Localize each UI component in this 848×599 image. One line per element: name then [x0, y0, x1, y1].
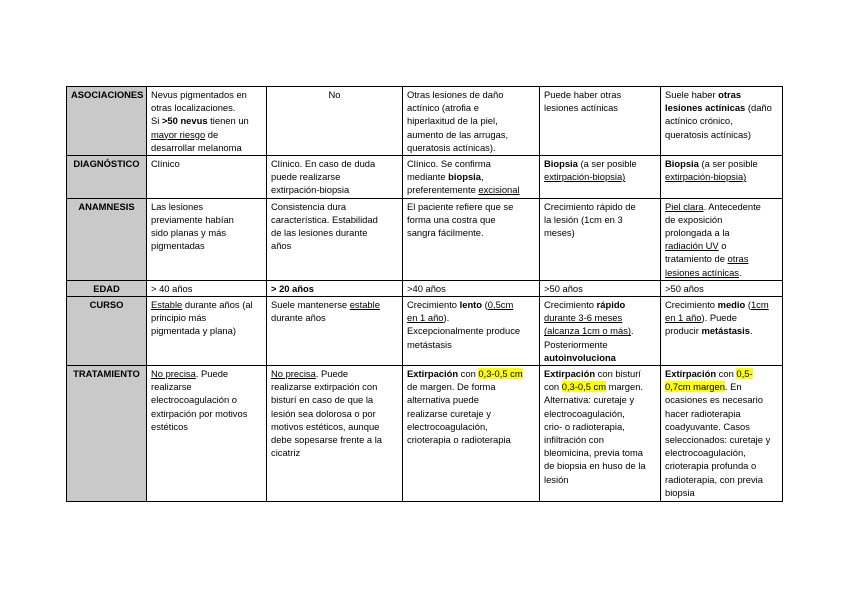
cell-text: otras [718, 89, 742, 100]
cell-text: cicatriz [271, 447, 301, 459]
cell-text: pigmentadas [151, 240, 205, 252]
cell-text: radiación UV [665, 240, 719, 252]
cell-line [407, 433, 535, 446]
cell-text: la lesión (1cm en 3 [544, 213, 623, 225]
cell-text: de [205, 128, 219, 140]
cell-text: con [716, 368, 737, 380]
cell-text: previamente habían [151, 213, 234, 225]
cell-text: . [739, 266, 742, 278]
table-body [67, 87, 783, 502]
cell-text: estéticos [151, 420, 188, 432]
table-cell [661, 156, 783, 199]
table-row-edad [67, 280, 783, 296]
cell-line [151, 282, 262, 295]
cell-text: Biopsia [665, 158, 699, 170]
cell-text: principio más [151, 312, 207, 324]
cell-text: puede realizarse [271, 171, 341, 183]
cell-line [544, 459, 656, 472]
cell-text: Extirpación [544, 368, 596, 380]
cell-text: realizarse [151, 381, 192, 393]
cell-line [271, 311, 398, 324]
cell-line [665, 473, 778, 486]
cell-line [407, 128, 535, 141]
cell-line [271, 380, 398, 393]
table-row-tratamiento [67, 366, 783, 502]
highlighted-text: 0,3-0,5 cm [561, 381, 607, 393]
cell-text: lesiones actínicas [665, 266, 739, 278]
row-header: CURSO [67, 297, 147, 366]
cell-line [665, 226, 778, 239]
cell-line [665, 393, 778, 406]
cell-line [665, 324, 778, 337]
cell-line [665, 298, 778, 311]
cell-line [151, 101, 262, 114]
cell-text: de exposición [665, 213, 723, 225]
cell-line [665, 380, 778, 393]
cell-text: forma una costra que [407, 213, 496, 225]
table-cell [540, 280, 661, 296]
cell-text: mediante [407, 171, 449, 183]
cell-line [665, 114, 778, 127]
cell-text: de biopsia en huso de la [544, 460, 646, 472]
cell-text: con bisturí [595, 368, 641, 380]
cell-line [271, 298, 398, 311]
cell-text: Estable [151, 299, 183, 311]
cell-text: crioterapia o radioterapia [407, 434, 511, 446]
cell-text: >50 años [665, 282, 704, 294]
cell-text: extirpación-biopsia [271, 184, 350, 196]
cell-line [665, 101, 778, 114]
cell-text: excisional [478, 184, 520, 196]
cell-line [407, 200, 535, 213]
cell-text: metástasis [701, 325, 750, 337]
table-row-curso [67, 297, 783, 366]
cell-line [407, 298, 535, 311]
cell-text: Crecimiento rápido de [544, 200, 636, 212]
cell-text: actínico (atrofia e [407, 102, 479, 114]
cell-line [665, 407, 778, 420]
cell-line [544, 101, 656, 114]
cell-line [271, 200, 398, 213]
cell-text: sangra fácilmente. [407, 227, 484, 239]
cell-line [544, 433, 656, 446]
cell-text: Piel clara [665, 200, 704, 212]
cell-text: aumento de las arrugas, [407, 128, 509, 140]
cell-text: extirpación-biopsia) [665, 171, 747, 183]
cell-text: Alternativa: curetaje y [544, 394, 635, 406]
table-cell [147, 156, 267, 199]
table-cell [267, 297, 403, 366]
cell-text: Extirpación [665, 368, 717, 380]
cell-text: sido planas y más [151, 227, 227, 239]
cell-text: Otras lesiones de daño [407, 89, 504, 100]
cell-text: preferentemente [407, 184, 479, 196]
cell-text: (alcanza 1cm o más) [544, 325, 632, 337]
cell-line [665, 420, 778, 433]
cell-line [665, 433, 778, 446]
cell-line [151, 226, 262, 239]
cell-line [151, 239, 262, 252]
cell-line [665, 311, 778, 324]
cell-line [544, 338, 656, 351]
cell-line [407, 141, 535, 154]
cell-line [407, 420, 535, 433]
cell-text: en 1 año [407, 312, 444, 324]
cell-text: estable [349, 299, 380, 311]
cell-line [665, 213, 778, 226]
cell-text: 1cm [750, 299, 769, 311]
table-cell [540, 366, 661, 502]
cell-line [665, 446, 778, 459]
table-cell [540, 87, 661, 156]
cell-line [665, 88, 778, 101]
cell-text: . [749, 325, 753, 337]
cell-line [151, 213, 262, 226]
cell-text: o [718, 240, 727, 252]
cell-line [665, 200, 778, 213]
cell-line [665, 459, 778, 472]
table-cell [661, 280, 783, 296]
cell-line [407, 101, 535, 114]
cell-text: queratosis actínicas). [407, 141, 496, 153]
cell-line [407, 324, 535, 337]
cell-text: seleccionados: curetaje y [665, 434, 771, 446]
cell-text: Crecimiento [544, 299, 597, 311]
cell-text: con [458, 368, 479, 380]
cell-line [151, 114, 262, 127]
table-cell [540, 156, 661, 199]
cell-text: extirpación por motivos [151, 407, 248, 419]
cell-line [665, 282, 778, 295]
table-cell [661, 198, 783, 280]
cell-text: queratosis actínicas) [665, 128, 751, 140]
cell-line [544, 473, 656, 486]
cell-text: electrocoagulación, [544, 407, 625, 419]
table-cell [147, 87, 267, 156]
cell-text: . Puede [195, 368, 229, 380]
cell-text: lesiones actínicas [544, 102, 618, 114]
cell-text: Puede haber otras [544, 89, 622, 100]
table-cell [267, 156, 403, 199]
cell-text: No [328, 89, 341, 100]
cell-line [271, 407, 398, 420]
table-cell [661, 87, 783, 156]
cell-line [151, 380, 262, 393]
cell-line [151, 311, 262, 324]
cell-text: alternativa puede [407, 394, 479, 406]
cell-line [544, 170, 656, 183]
cell-line [271, 213, 398, 226]
highlighted-text: 0,3-0,5 cm [478, 368, 523, 380]
cell-line [407, 88, 535, 101]
cell-text: coadyuvante. Casos [665, 420, 750, 432]
cell-line [544, 420, 656, 433]
cell-line [271, 239, 398, 252]
cell-line [544, 200, 656, 213]
table-cell [403, 198, 540, 280]
cell-text: >50 años [544, 282, 583, 294]
cell-text: motivos estéticos, aunque [271, 420, 380, 432]
cell-text: años [271, 240, 292, 252]
cell-text: Suele mantenerse [271, 299, 350, 311]
cell-text: >40 años [407, 282, 446, 294]
table-cell [403, 366, 540, 502]
cell-text: actínico crónico, [665, 115, 733, 127]
cell-text: prolongada a la [665, 227, 730, 239]
cell-line [407, 311, 535, 324]
cell-line [271, 420, 398, 433]
cell-text: ( [482, 299, 488, 311]
cell-text: otras localizaciones. [151, 102, 236, 114]
cell-text: bleomicina, previa toma [544, 447, 644, 459]
cell-text: lento [459, 299, 483, 311]
table-cell [403, 280, 540, 296]
cell-text: producir [665, 325, 702, 337]
table-row-anamnesis [67, 198, 783, 280]
cell-line [151, 324, 262, 337]
cell-line [271, 282, 398, 295]
cell-text: autoinvoluciona [544, 351, 616, 363]
cell-line [271, 393, 398, 406]
table-cell [147, 297, 267, 366]
cell-text: Biopsia [544, 158, 578, 170]
highlighted-text: 0,5- [736, 368, 753, 380]
cell-line [407, 157, 535, 170]
cell-text: Crecimiento [407, 299, 460, 311]
cell-text: Nevus pigmentados en [151, 89, 247, 100]
table-cell [403, 87, 540, 156]
cell-text: de margen. De forma [407, 381, 496, 393]
cell-line [151, 157, 262, 170]
cell-line [151, 141, 262, 154]
cell-text: margen. [606, 381, 644, 393]
cell-line [271, 433, 398, 446]
cell-text: . En [724, 381, 742, 393]
table-cell [403, 297, 540, 366]
cell-line [665, 486, 778, 499]
table-cell [267, 280, 403, 296]
cell-text: Posteriormente [544, 338, 608, 350]
table-row-asociaciones [67, 87, 783, 156]
cell-text: durante 3-6 meses [544, 312, 623, 324]
comparison-table [66, 86, 783, 502]
cell-text: Si [151, 115, 162, 127]
cell-line [544, 213, 656, 226]
cell-line [665, 252, 778, 265]
cell-line [544, 324, 656, 337]
cell-text: mayor riesgo [151, 128, 206, 140]
cell-text: característica. Estabilidad [271, 213, 378, 225]
cell-text: Clínico [151, 158, 180, 170]
cell-text: > 20 años [271, 282, 314, 294]
cell-line [407, 393, 535, 406]
cell-text: Suele haber [665, 89, 719, 100]
table-row-diagnostico [67, 156, 783, 199]
cell-text: tratamiento de [665, 253, 728, 265]
table-cell [267, 366, 403, 502]
cell-text: hacer radioterapia [665, 407, 741, 419]
cell-line [151, 200, 262, 213]
cell-line [665, 157, 778, 170]
cell-text: durante años [271, 312, 326, 324]
cell-line [271, 157, 398, 170]
cell-line [544, 88, 656, 101]
cell-line [665, 128, 778, 141]
cell-text: (a ser posible [698, 158, 758, 170]
table-cell [147, 280, 267, 296]
cell-line [151, 298, 262, 311]
cell-line [407, 407, 535, 420]
cell-text: Consistencia dura [271, 200, 347, 212]
table-cell [147, 198, 267, 280]
cell-text: >50 nevus [161, 115, 208, 127]
cell-line [544, 367, 656, 380]
cell-text: metástasis [407, 338, 452, 350]
cell-line [407, 282, 535, 295]
cell-text: desarrollar melanoma [151, 141, 242, 153]
table-cell [267, 87, 403, 156]
cell-text: en 1 año [665, 312, 702, 324]
cell-text: lesiones actínicas [665, 102, 746, 114]
cell-line [544, 351, 656, 364]
cell-text: 0,5cm [487, 299, 514, 311]
cell-text: Las lesiones [151, 200, 204, 212]
cell-text: realizarse extirpación con [271, 381, 378, 393]
cell-text: Excepcionalmente produce [407, 325, 521, 337]
cell-line [271, 183, 398, 196]
cell-line [271, 88, 398, 101]
cell-text: electrocoagulación, [407, 420, 488, 432]
cell-text: lesión sea dolorosa o por [271, 407, 376, 419]
cell-line [271, 226, 398, 239]
table-cell [403, 156, 540, 199]
cell-line [271, 367, 398, 380]
cell-text: crio- o radioterapia, [544, 420, 625, 432]
cell-text: radioterapia, con previa [665, 473, 763, 485]
cell-text: . Antecedente [703, 200, 761, 212]
cell-line [407, 338, 535, 351]
cell-text: Crecimiento [665, 299, 718, 311]
cell-line [407, 114, 535, 127]
cell-line [665, 170, 778, 183]
cell-line [544, 393, 656, 406]
cell-line [544, 298, 656, 311]
cell-text: crioterapia profunda o [665, 460, 757, 472]
cell-line [544, 380, 656, 393]
table-cell [147, 366, 267, 502]
cell-line [407, 213, 535, 226]
row-header: DIAGNÓSTICO [67, 156, 147, 199]
table-cell [661, 297, 783, 366]
table-cell [540, 297, 661, 366]
cell-text: ( [745, 299, 751, 311]
cell-text: rápido [596, 299, 626, 311]
cell-line [544, 157, 656, 170]
cell-line [407, 367, 535, 380]
cell-text: meses) [544, 227, 575, 239]
highlighted-text: 0,7cm margen [665, 381, 725, 393]
cell-text: ). [443, 312, 450, 324]
table-cell [661, 366, 783, 502]
cell-text: > 40 años [151, 282, 193, 294]
cell-text: medio [717, 299, 746, 311]
cell-line [665, 266, 778, 279]
cell-text: No precisa [271, 368, 316, 380]
cell-text: (daño [745, 102, 772, 114]
cell-text: El paciente refiere que se [407, 200, 514, 212]
table-cell [540, 198, 661, 280]
cell-text: , [481, 171, 484, 183]
cell-line [151, 420, 262, 433]
cell-text: realizarse curetaje y [407, 407, 491, 419]
cell-line [544, 407, 656, 420]
row-header: TRATAMIENTO [67, 366, 147, 502]
row-header: EDAD [67, 280, 147, 296]
row-header: ANAMNESIS [67, 198, 147, 280]
cell-line [151, 88, 262, 101]
cell-text: debe sopesarse frente a la [271, 434, 383, 446]
cell-text: Clínico. Se confirma [407, 158, 491, 170]
cell-text: . Puede [315, 368, 349, 380]
row-header: ASOCIACIONES [67, 87, 147, 156]
cell-text: biopsia [665, 486, 695, 498]
cell-text: durante años (al [182, 299, 253, 311]
cell-text: Clínico. En caso de duda [271, 158, 376, 170]
cell-line [271, 446, 398, 459]
cell-text: electrocoagulación o [151, 394, 237, 406]
cell-line [544, 311, 656, 324]
cell-text: con [544, 381, 562, 393]
cell-text: Extirpación [407, 368, 459, 380]
cell-line [544, 446, 656, 459]
cell-line [271, 170, 398, 183]
cell-text: lesión [544, 473, 569, 485]
cell-text: otras [727, 253, 749, 265]
cell-text: . [631, 325, 634, 337]
cell-line [665, 367, 778, 380]
cell-text: ). Puede [701, 312, 737, 324]
cell-line [151, 128, 262, 141]
cell-text: biopsia [448, 171, 481, 183]
cell-text: extirpación-biopsia) [544, 171, 626, 183]
cell-line [151, 393, 262, 406]
cell-line [151, 367, 262, 380]
cell-line [665, 239, 778, 252]
cell-text: (a ser posible [577, 158, 637, 170]
cell-line [407, 170, 535, 183]
cell-text: electrocoagulación, [665, 447, 746, 459]
cell-line [407, 380, 535, 393]
cell-line [544, 226, 656, 239]
cell-line [544, 282, 656, 295]
cell-text: tienen un [207, 115, 249, 127]
cell-text: hiperlaxitud de la piel, [407, 115, 498, 127]
cell-line [407, 226, 535, 239]
cell-text: No precisa [151, 368, 196, 380]
cell-line [407, 183, 535, 196]
cell-line [151, 407, 262, 420]
cell-text: infiltración con [544, 434, 604, 446]
table-cell [267, 198, 403, 280]
cell-text: bisturí en caso de que la [271, 394, 374, 406]
cell-text: de las lesiones durante [271, 227, 368, 239]
cell-text: ocasiones es necesario [665, 394, 763, 406]
cell-text: pigmentada y plana) [151, 325, 236, 337]
